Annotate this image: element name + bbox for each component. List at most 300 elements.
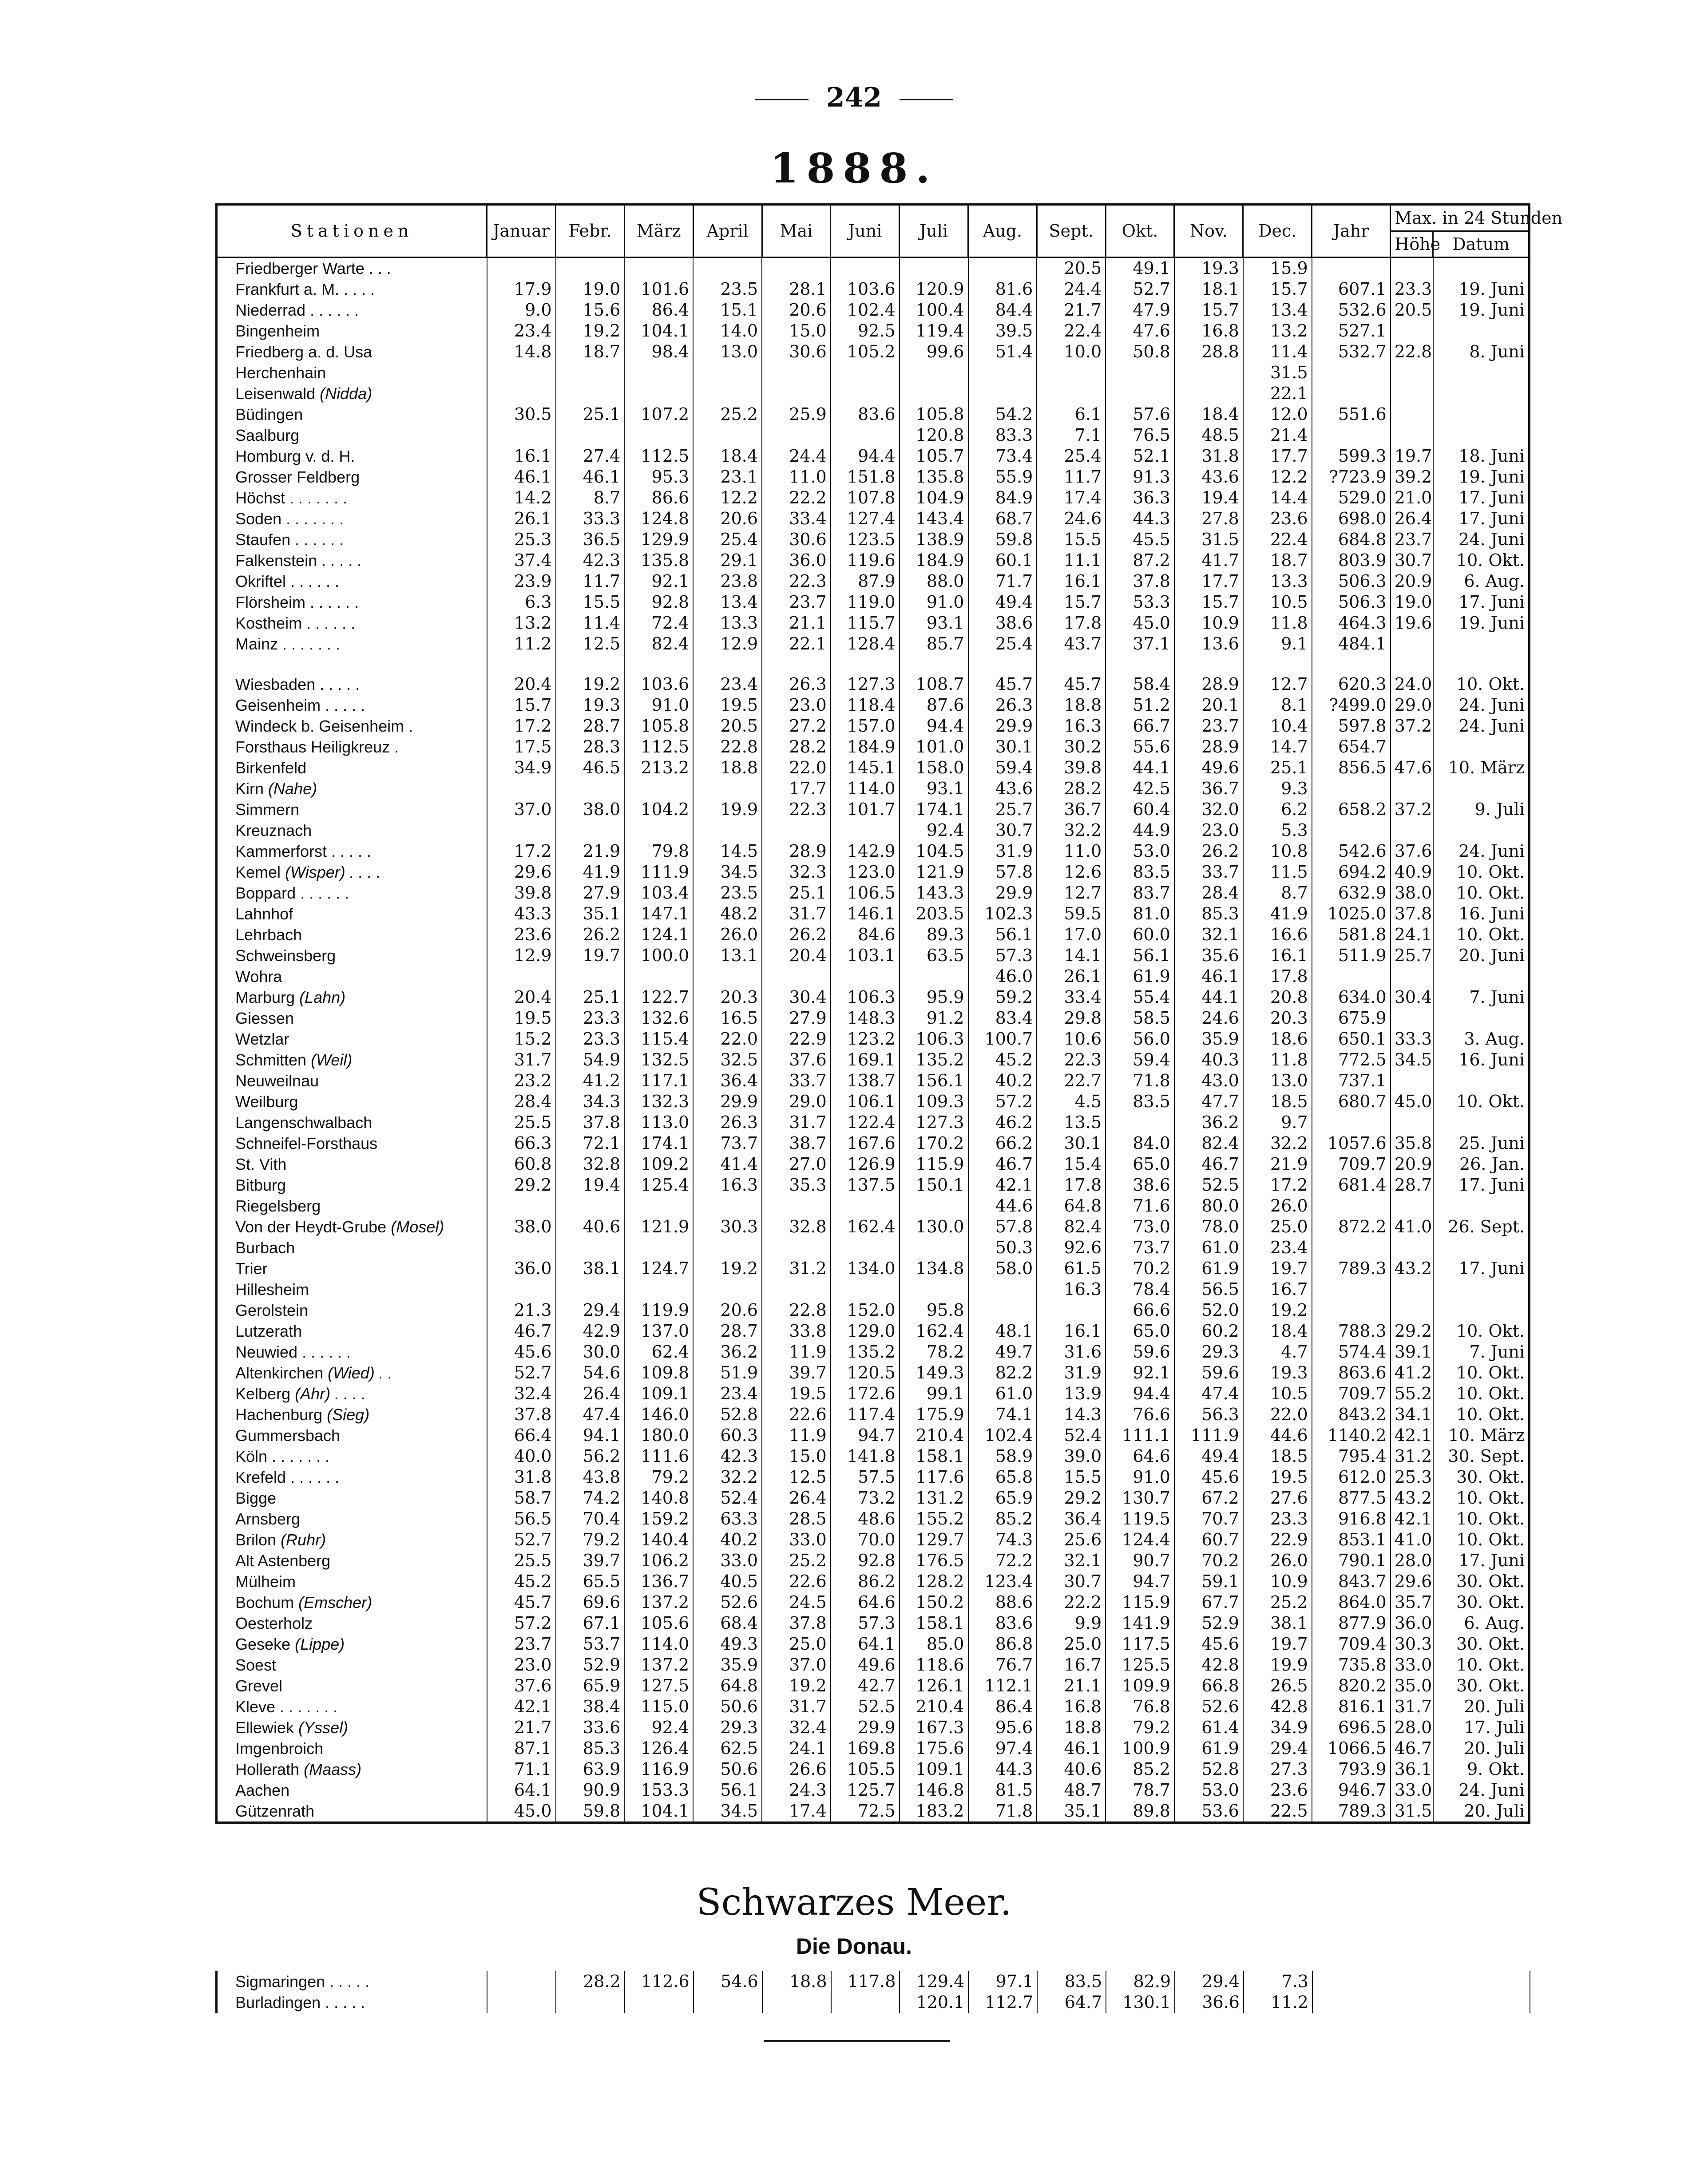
month-value: 41.4 <box>693 1154 762 1175</box>
max-date-value: 17. Juni <box>1433 1258 1530 1279</box>
month-value <box>900 1279 968 1300</box>
station-name <box>217 1467 487 1488</box>
table-row <box>217 1362 1530 1383</box>
month-value <box>487 383 556 404</box>
month-value: 57.2 <box>968 1091 1037 1112</box>
month-value: 16.1 <box>1243 945 1312 966</box>
month-value: 88.0 <box>900 571 968 592</box>
max-height-value: 30.3 <box>1391 1634 1433 1655</box>
station-label: Bochum <box>235 1593 294 1612</box>
year-total-value: 1057.6 <box>1312 1133 1391 1154</box>
station-name <box>217 425 487 446</box>
month-value: 85.0 <box>900 1634 968 1655</box>
month-value: 47.7 <box>1174 1091 1243 1112</box>
max-date-value: 19. Juni <box>1433 300 1530 321</box>
month-value: 24.6 <box>1174 1008 1243 1029</box>
month-value <box>968 383 1037 404</box>
month-value: 23.5 <box>693 883 762 903</box>
month-value: 16.5 <box>693 1008 762 1029</box>
month-value: 30.4 <box>762 987 831 1008</box>
month-value: 37.8 <box>556 1112 625 1133</box>
month-value: 15.0 <box>762 321 831 341</box>
header-month: Aug. <box>968 205 1037 257</box>
month-value: 29.9 <box>831 1717 900 1738</box>
month-value: 120.9 <box>900 279 968 300</box>
year-total-value: 620.3 <box>1312 674 1391 695</box>
month-value <box>556 820 625 841</box>
month-value: 18.6 <box>1243 1029 1312 1049</box>
month-value: 22.0 <box>1243 1404 1312 1425</box>
month-value: 90.9 <box>556 1780 625 1801</box>
month-value: 26.2 <box>556 924 625 945</box>
month-value: 33.4 <box>762 508 831 529</box>
max-date-value: 17. Juni <box>1433 508 1530 529</box>
month-value: 64.7 <box>1037 1992 1106 2013</box>
station-label: Langenschwalbach <box>235 1113 373 1132</box>
table-row <box>217 1655 1530 1675</box>
month-value: 10.9 <box>1243 1571 1312 1592</box>
month-value: 17.2 <box>487 841 556 862</box>
station-name: Sigmaringen . . . . . <box>217 1971 487 1992</box>
station-label: Boppard . . . . . . <box>235 884 349 902</box>
year-total-value <box>1312 383 1391 404</box>
month-value: 156.1 <box>900 1070 968 1091</box>
month-value: 28.9 <box>762 841 831 862</box>
month-value: 56.2 <box>556 1446 625 1467</box>
month-value: 61.9 <box>1106 966 1174 987</box>
month-value: 53.0 <box>1106 841 1174 862</box>
month-value <box>625 1992 694 2013</box>
month-value: 86.4 <box>624 300 693 321</box>
month-value: 18.4 <box>1243 1321 1312 1342</box>
month-value: 36.2 <box>693 1342 762 1362</box>
station-label: Wetzlar <box>235 1030 289 1048</box>
month-value: 21.4 <box>1243 425 1312 446</box>
month-value: 29.6 <box>487 862 556 883</box>
month-value: 71.8 <box>1106 1070 1174 1091</box>
max-date-value: 30. Okt. <box>1433 1592 1530 1613</box>
max-date-value: 16. Juni <box>1433 903 1530 924</box>
month-value: 115.4 <box>624 1029 693 1049</box>
station-label: Kleve . . . . . . . <box>235 1698 338 1716</box>
month-value: 14.5 <box>693 841 762 862</box>
month-value: 26.4 <box>556 1383 625 1404</box>
max-height-value: 34.1 <box>1391 1404 1433 1425</box>
year-total-value: 551.6 <box>1312 404 1391 425</box>
month-value: 148.3 <box>831 1008 900 1029</box>
month-value: 58.4 <box>1106 674 1174 695</box>
month-value: 105.7 <box>900 446 968 467</box>
month-value: 35.1 <box>556 903 625 924</box>
table-row <box>217 425 1530 446</box>
month-value <box>556 778 625 799</box>
max-date-value: 30. Okt. <box>1433 1675 1530 1696</box>
month-value: 61.0 <box>1174 1237 1243 1258</box>
month-value: 35.6 <box>1174 945 1243 966</box>
month-value: 115.9 <box>1106 1592 1174 1613</box>
month-value: 25.0 <box>1243 1216 1312 1237</box>
month-value: 170.2 <box>900 1133 968 1154</box>
station-name <box>217 300 487 321</box>
month-value: 20.4 <box>762 945 831 966</box>
station-label: Soest <box>235 1656 277 1674</box>
month-value: 134.8 <box>900 1258 968 1279</box>
max-date-value: 20. Juli <box>1433 1696 1530 1717</box>
month-value: 32.0 <box>1174 799 1243 820</box>
month-value: 36.0 <box>762 550 831 571</box>
empty-cell <box>1106 654 1174 674</box>
table-row <box>217 1133 1530 1154</box>
max-date-value <box>1433 404 1530 425</box>
month-value: 92.5 <box>831 321 900 341</box>
month-value <box>831 425 900 446</box>
station-name <box>217 945 487 966</box>
month-value: 23.3 <box>1243 1509 1312 1529</box>
station-name <box>217 1634 487 1655</box>
month-value: 56.0 <box>1106 1029 1174 1049</box>
month-value: 70.4 <box>556 1509 625 1529</box>
month-value: 58.0 <box>968 1258 1037 1279</box>
month-value: 83.5 <box>1037 1971 1106 1992</box>
month-value: 32.5 <box>693 1049 762 1070</box>
max-height-value: 41.0 <box>1391 1529 1433 1550</box>
station-label: Riegelsberg <box>235 1197 321 1215</box>
station-name <box>217 903 487 924</box>
month-value: 23.5 <box>693 279 762 300</box>
month-value: 37.0 <box>487 799 556 820</box>
month-value: 108.7 <box>900 674 968 695</box>
month-value: 73.0 <box>1106 1216 1174 1237</box>
station-label: Simmern <box>235 800 300 819</box>
table-body <box>217 257 1530 1823</box>
max-date-value: 20. Juli <box>1433 1738 1530 1759</box>
month-value: 124.7 <box>624 1258 693 1279</box>
month-value: 21.7 <box>487 1717 556 1738</box>
month-value: 47.6 <box>1106 321 1174 341</box>
month-value: 22.4 <box>1037 321 1106 341</box>
month-value: 45.6 <box>1174 1467 1243 1488</box>
month-value: 28.9 <box>1174 737 1243 757</box>
empty-cell <box>1243 654 1312 674</box>
month-value <box>762 966 831 987</box>
month-value: 17.8 <box>1037 1175 1106 1196</box>
month-value: 10.8 <box>1243 841 1312 862</box>
month-value: 30.5 <box>487 404 556 425</box>
month-value: 38.6 <box>968 613 1037 634</box>
station-name <box>217 862 487 883</box>
month-value: 31.7 <box>762 1112 831 1133</box>
month-value: 83.7 <box>1106 883 1174 903</box>
month-value: 22.2 <box>1037 1592 1106 1613</box>
month-value <box>968 1300 1037 1321</box>
year-total-value: 856.5 <box>1312 757 1391 778</box>
month-value: 34.5 <box>693 862 762 883</box>
max-height-value: 24.0 <box>1391 674 1433 695</box>
month-value: 24.3 <box>762 1780 831 1801</box>
month-value: 16.3 <box>693 1175 762 1196</box>
station-label: Neuweilnau <box>235 1072 319 1090</box>
station-label: Krefeld . . . . . . <box>235 1468 340 1486</box>
month-value: 128.4 <box>831 634 900 654</box>
month-value: 36.4 <box>693 1070 762 1091</box>
station-name <box>217 1342 487 1362</box>
month-value: 83.6 <box>831 404 900 425</box>
month-value <box>1037 362 1106 383</box>
month-value: 31.8 <box>487 1467 556 1488</box>
month-value: 26.3 <box>968 695 1037 716</box>
month-value: 49.4 <box>1174 1446 1243 1467</box>
month-value <box>624 362 693 383</box>
month-value: 54.9 <box>556 1049 625 1070</box>
month-value: 67.2 <box>1174 1488 1243 1509</box>
month-value: 25.1 <box>1243 757 1312 778</box>
month-value: 82.9 <box>1106 1971 1175 1992</box>
month-value: 86.8 <box>968 1634 1037 1655</box>
table-row <box>217 257 1530 279</box>
month-value: 27.9 <box>556 883 625 903</box>
month-value: 92.6 <box>1037 1237 1106 1258</box>
month-value: 19.3 <box>556 695 625 716</box>
month-value: 66.6 <box>1106 1300 1174 1321</box>
month-value: 52.6 <box>1174 1696 1243 1717</box>
month-value: 33.4 <box>1037 987 1106 1008</box>
month-value: 10.6 <box>1037 1029 1106 1049</box>
month-value: 19.2 <box>1243 1300 1312 1321</box>
month-value: 143.4 <box>900 508 968 529</box>
month-value: 19.4 <box>1174 487 1243 508</box>
month-value: 115.9 <box>900 1154 968 1175</box>
month-value: 41.7 <box>1174 550 1243 571</box>
month-value: 57.8 <box>968 862 1037 883</box>
month-value: 28.2 <box>556 1971 625 1992</box>
month-value: 84.0 <box>1106 1133 1174 1154</box>
year-total-value: 864.0 <box>1312 1592 1391 1613</box>
table-row <box>217 716 1530 737</box>
station-label: Lehrbach <box>235 926 302 944</box>
month-value <box>831 1237 900 1258</box>
month-value: 18.5 <box>1243 1091 1312 1112</box>
max-height-value: 25.3 <box>1391 1467 1433 1488</box>
month-value: 66.7 <box>1106 716 1174 737</box>
month-value: 102.4 <box>831 300 900 321</box>
table-row <box>217 674 1530 695</box>
month-value: 45.2 <box>487 1571 556 1592</box>
month-value: 31.8 <box>1174 446 1243 467</box>
month-value <box>968 1279 1037 1300</box>
station-label: St. Vith <box>235 1155 287 1173</box>
month-value <box>900 1237 968 1258</box>
month-value: 59.5 <box>1037 903 1106 924</box>
month-value: 146.8 <box>900 1780 968 1801</box>
month-value: 28.2 <box>1037 778 1106 799</box>
station-label: Geseke <box>235 1635 291 1653</box>
station-name <box>217 1675 487 1696</box>
max-height-value: 40.9 <box>1391 862 1433 883</box>
month-value: 23.7 <box>1174 716 1243 737</box>
table-row <box>217 841 1530 862</box>
year-total-value <box>1312 362 1391 383</box>
year-total-value: 698.0 <box>1312 508 1391 529</box>
month-value: 44.1 <box>1174 987 1243 1008</box>
month-value: 16.8 <box>1037 1696 1106 1717</box>
month-value: 13.9 <box>1037 1383 1106 1404</box>
empty-cell <box>693 654 762 674</box>
month-value: 23.0 <box>1174 820 1243 841</box>
max-height-value <box>1391 1008 1433 1029</box>
max-height-value <box>1391 634 1433 654</box>
month-value <box>831 1992 900 2013</box>
month-value: 59.6 <box>1174 1362 1243 1383</box>
month-value: 22.3 <box>762 571 831 592</box>
year-total-value <box>1312 257 1391 279</box>
month-value: 22.3 <box>1037 1049 1106 1070</box>
month-value: 23.4 <box>1243 1237 1312 1258</box>
month-value: 76.6 <box>1106 1404 1174 1425</box>
month-value: 114.0 <box>831 778 900 799</box>
month-value: 36.5 <box>556 529 625 550</box>
station-label: Kelberg <box>235 1385 291 1403</box>
month-value <box>1106 1112 1174 1133</box>
month-value: 35.9 <box>693 1655 762 1675</box>
month-value: 105.2 <box>831 341 900 362</box>
max-height-value: 22.8 <box>1391 341 1433 362</box>
month-value: 11.0 <box>762 467 831 487</box>
month-value <box>624 966 693 987</box>
month-value: 54.2 <box>968 404 1037 425</box>
month-value: 114.0 <box>624 1634 693 1655</box>
month-value: 17.2 <box>1243 1175 1312 1196</box>
max-height-value: 35.7 <box>1391 1592 1433 1613</box>
month-value: 92.8 <box>831 1550 900 1571</box>
month-value: 26.4 <box>762 1488 831 1509</box>
month-value <box>487 966 556 987</box>
max-height-value <box>1391 321 1433 341</box>
month-value: 23.6 <box>1243 508 1312 529</box>
max-height-value: 26.4 <box>1391 508 1433 529</box>
year-total-value <box>1312 966 1391 987</box>
max-height-value: 42.1 <box>1391 1509 1433 1529</box>
month-value <box>762 1196 831 1216</box>
month-value: 32.8 <box>556 1154 625 1175</box>
max-date-value <box>1433 1008 1530 1029</box>
month-value: 46.7 <box>487 1321 556 1342</box>
month-value: 124.1 <box>624 924 693 945</box>
month-value: 43.7 <box>1037 634 1106 654</box>
month-value <box>624 383 693 404</box>
month-value: 23.4 <box>487 321 556 341</box>
station-label: Imgenbroich <box>235 1739 324 1758</box>
month-value: 83.5 <box>1106 862 1174 883</box>
station-label: Okriftel . . . . . . <box>235 572 340 590</box>
month-value: 15.7 <box>1174 592 1243 613</box>
month-value: 22.4 <box>1243 529 1312 550</box>
month-value: 87.2 <box>1106 550 1174 571</box>
month-value: 19.5 <box>1243 1467 1312 1488</box>
month-value: 109.2 <box>624 1154 693 1175</box>
month-value: 143.3 <box>900 883 968 903</box>
month-value: 135.8 <box>900 467 968 487</box>
header-max-date: Datum <box>1433 231 1530 257</box>
month-value: 46.5 <box>556 757 625 778</box>
station-name <box>217 362 487 383</box>
month-value: 72.5 <box>831 1801 900 1823</box>
month-value: 104.2 <box>624 799 693 820</box>
table-row <box>217 737 1530 757</box>
station-name <box>217 592 487 613</box>
month-value: 81.6 <box>968 279 1037 300</box>
month-value: 84.9 <box>968 487 1037 508</box>
max-height-value: 41.2 <box>1391 1362 1433 1383</box>
river-label: (Nidda) <box>320 384 373 403</box>
station-label: Gummersbach <box>235 1426 341 1445</box>
year-total-value: 696.5 <box>1312 1717 1391 1738</box>
month-value: 118.4 <box>831 695 900 716</box>
table-row <box>217 1175 1530 1196</box>
month-value: 44.6 <box>1243 1425 1312 1446</box>
month-value: 105.5 <box>831 1759 900 1780</box>
river-label: (Ahr) . . . . <box>295 1385 366 1403</box>
month-value: 42.1 <box>968 1175 1037 1196</box>
month-value <box>762 1279 831 1300</box>
month-value: 63.5 <box>900 945 968 966</box>
station-name <box>217 1300 487 1321</box>
month-value: 20.5 <box>1037 257 1106 279</box>
month-value: 175.6 <box>900 1738 968 1759</box>
month-value: 23.4 <box>693 1383 762 1404</box>
month-value: 59.4 <box>968 757 1037 778</box>
year-total-value <box>1312 820 1391 841</box>
month-value: 101.7 <box>831 799 900 820</box>
month-value: 23.4 <box>693 674 762 695</box>
month-value: 13.3 <box>693 613 762 634</box>
max-date-value: 20. Juni <box>1433 945 1530 966</box>
month-value: 37.6 <box>762 1049 831 1070</box>
year-total-value: 597.8 <box>1312 716 1391 737</box>
month-value: 42.8 <box>1174 1655 1243 1675</box>
month-value: 26.5 <box>1243 1675 1312 1696</box>
month-value: 47.4 <box>556 1404 625 1425</box>
month-value: 14.3 <box>1037 1404 1106 1425</box>
month-value: 48.5 <box>1174 425 1243 446</box>
max-height-value: 37.6 <box>1391 841 1433 862</box>
table-row <box>217 571 1530 592</box>
month-value: 167.6 <box>831 1133 900 1154</box>
empty-cell <box>1312 1992 1530 2013</box>
max-date-value: 10. Okt. <box>1433 883 1530 903</box>
max-date-value: 26. Jan. <box>1433 1154 1530 1175</box>
table-row <box>217 1738 1530 1759</box>
month-value: 103.4 <box>624 883 693 903</box>
month-value <box>1037 383 1106 404</box>
month-value: 25.2 <box>693 404 762 425</box>
table-row <box>217 695 1530 716</box>
month-value: 19.5 <box>487 1008 556 1029</box>
month-value: 57.3 <box>831 1613 900 1634</box>
month-value: 90.7 <box>1106 1550 1174 1571</box>
month-value: 27.2 <box>762 716 831 737</box>
month-value: 12.7 <box>1243 674 1312 695</box>
max-date-value: 7. Juni <box>1433 987 1530 1008</box>
month-value: 39.0 <box>1037 1446 1106 1467</box>
max-date-value <box>1433 966 1530 987</box>
max-height-value: 33.0 <box>1391 1780 1433 1801</box>
month-value: 122.4 <box>831 1112 900 1133</box>
month-value: 20.6 <box>693 1300 762 1321</box>
table-row <box>217 1592 1530 1613</box>
table-row <box>217 778 1530 799</box>
max-date-value: 7. Juni <box>1433 1342 1530 1362</box>
month-value: 15.6 <box>556 300 625 321</box>
